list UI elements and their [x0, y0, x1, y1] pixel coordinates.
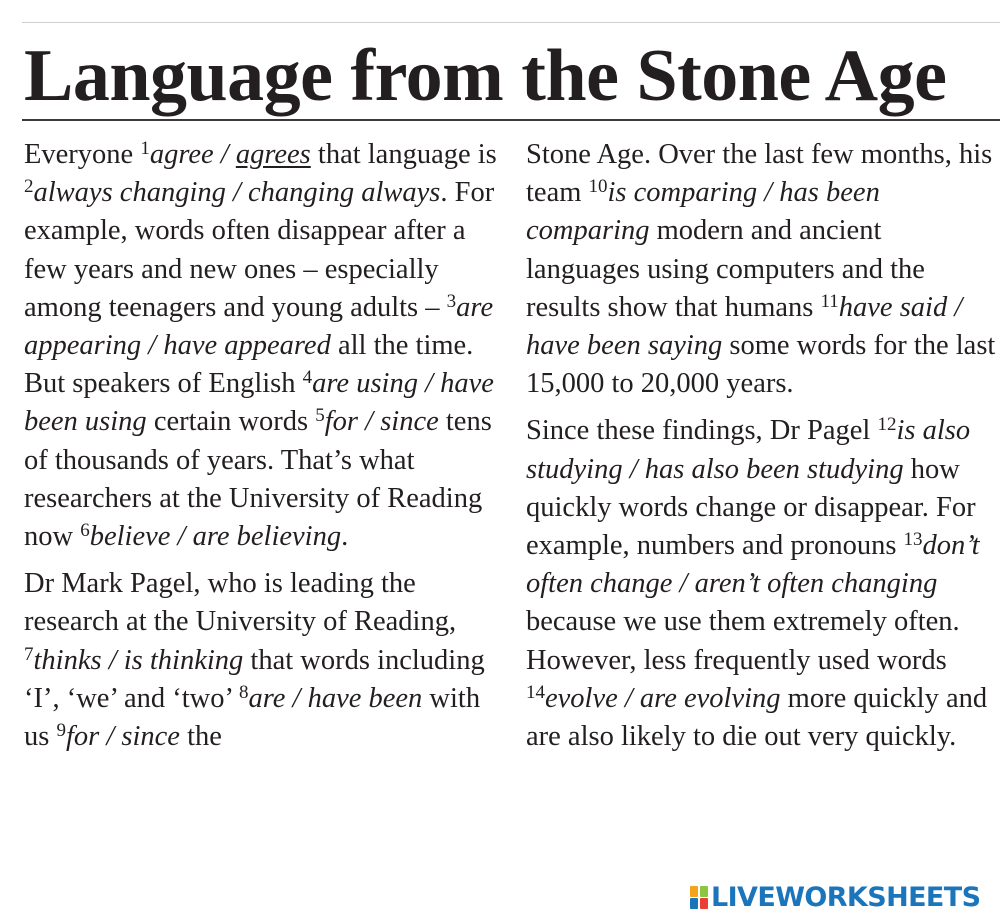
answer-options: is comparing / has been comparing	[526, 177, 880, 247]
answer-options: are / have been	[248, 682, 423, 714]
question-number: 14	[526, 681, 545, 703]
text-run: with us	[24, 682, 481, 753]
text-run: because we use them extremely often. However, less frequently used words	[526, 606, 960, 676]
text-run: the	[179, 721, 222, 753]
text-run: . For example, words often disappear after a few years and new ones – especially among teenagers and young adults –	[24, 177, 495, 323]
text-run: Since these findings, Dr Pagel	[526, 415, 878, 447]
question-number: 13	[903, 529, 923, 551]
liveworksheets-logo-icon	[690, 884, 710, 910]
answer-options: always changing / changing always	[33, 177, 441, 209]
article-title: Language from the Stone Age	[24, 35, 947, 117]
answer-options: for / since	[65, 721, 180, 753]
question-number: 3	[446, 290, 457, 312]
answer-options: don’t often change / aren’t often changing	[526, 530, 980, 600]
text-run: tens of thousands of years. That’s what researchers at the University of Reading now	[24, 406, 492, 553]
paragraph	[24, 136, 508, 556]
paragraph	[526, 136, 1000, 403]
text-run: .	[341, 521, 349, 553]
question-number: 2	[24, 176, 34, 198]
answer-options: is also studying / has also been studying	[526, 415, 971, 485]
answer-options: thinks / is thinking	[33, 644, 244, 676]
question-number: 4	[302, 367, 313, 389]
text-run: more quickly and are also likely to die out very quickly.	[526, 682, 988, 753]
text-run: that language is	[310, 139, 497, 170]
text-run: certain words	[146, 406, 316, 438]
liveworksheets-logo[interactable]	[690, 879, 980, 915]
right-column	[526, 136, 1000, 765]
text-run: Stone Age. Over the last few months, his team	[526, 139, 993, 209]
paragraph	[526, 412, 1000, 756]
text-run: how quickly words change or disappear. For example, numbers and pronouns	[526, 453, 976, 562]
answer-options: evolve / are evolving	[545, 682, 781, 714]
question-number: 9	[56, 720, 66, 742]
answer-options: for / since	[324, 406, 439, 438]
question-number: 1	[140, 138, 150, 159]
answer-options: have said / have been saying	[526, 291, 963, 362]
answer-options: believe / are believing	[89, 521, 342, 553]
answer-options: are using / have been using	[24, 368, 494, 438]
question-number: 8	[238, 681, 249, 703]
question-number: 11	[820, 290, 839, 312]
top-divider	[22, 22, 1000, 23]
text-run: that words including ‘I’, ‘we’ and ‘two’	[24, 644, 485, 714]
title-rule	[22, 119, 1000, 121]
selected-answer: agrees	[235, 139, 311, 170]
question-number: 5	[315, 405, 325, 427]
question-number: 12	[877, 414, 897, 436]
question-number: 10	[588, 176, 608, 198]
left-column	[24, 136, 508, 765]
text-run: Dr Mark Pagel, who is leading the research at the University of Reading,	[24, 568, 457, 638]
text-run: Everyone	[24, 139, 141, 170]
text-run: some words for the last 15,000 to 20,000 years.	[526, 330, 996, 400]
answer-options: are appearing / have appeared	[24, 291, 494, 362]
paragraph	[24, 565, 508, 756]
text-run: modern and ancient languages using computers and the results show that humans	[526, 215, 925, 323]
logo-text: LIVEWORKSHEETS	[711, 881, 981, 913]
question-number: 6	[80, 520, 90, 542]
answer-options: agree /	[149, 139, 236, 170]
text-run: all the time. But speakers of English	[24, 330, 474, 400]
question-number: 7	[24, 643, 34, 665]
